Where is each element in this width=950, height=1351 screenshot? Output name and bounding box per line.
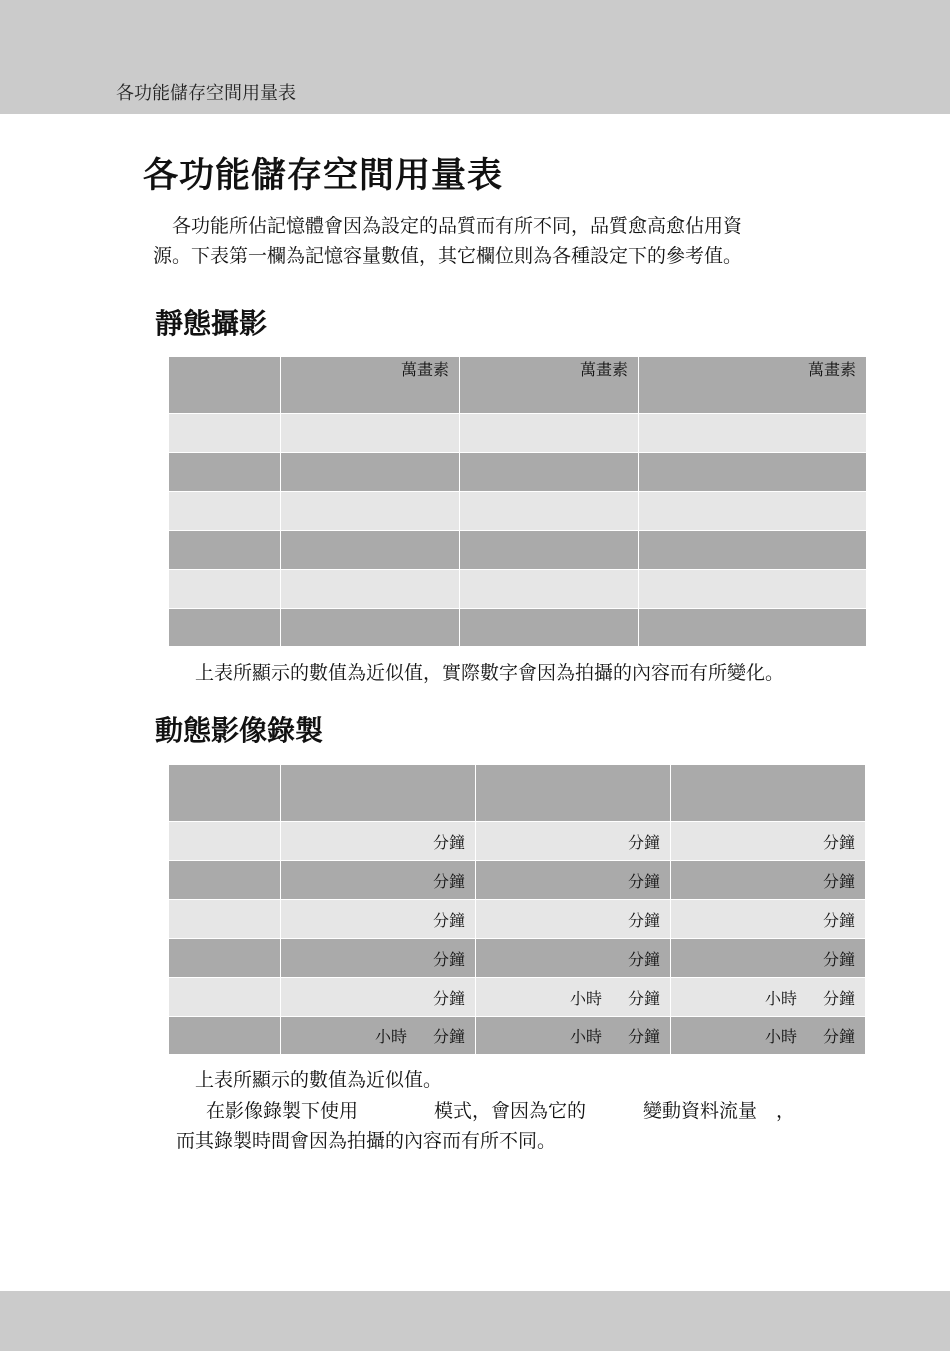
minute-unit: 分鐘 bbox=[627, 832, 660, 852]
video-table-note: 而其錄製時間會因為拍攝的內容而有所不同。 bbox=[176, 1130, 557, 1152]
minute-unit: 分鐘 bbox=[627, 988, 660, 1008]
hour-unit: 小時 bbox=[569, 988, 602, 1008]
video-capacity-table bbox=[169, 765, 865, 1055]
still-table-note: 上表所顯示的數值為近似值，實際數字會因為拍攝的內容而有所變化。 bbox=[195, 662, 785, 684]
minute-unit: 分鐘 bbox=[627, 1027, 660, 1046]
table-row bbox=[169, 453, 866, 492]
hour-unit: 小時 bbox=[374, 1027, 407, 1046]
header-cell-megapixel: 萬畫素 bbox=[460, 357, 639, 414]
table-row bbox=[169, 414, 866, 453]
footer-band bbox=[0, 1291, 950, 1351]
still-capacity-table bbox=[169, 357, 866, 647]
table-row bbox=[169, 1017, 865, 1055]
minute-unit: 分鐘 bbox=[822, 949, 855, 969]
intro-line: 各功能所佔記憶體會因為設定的品質而有所不同，品質愈高愈佔用資 bbox=[172, 215, 743, 237]
minute-unit: 分鐘 bbox=[432, 988, 465, 1008]
minute-unit: 分鐘 bbox=[432, 1027, 465, 1046]
table-row bbox=[169, 492, 866, 531]
minute-unit: 分鐘 bbox=[822, 832, 855, 852]
table-row bbox=[169, 900, 865, 939]
header-cell-megapixel: 萬畫素 bbox=[281, 357, 460, 414]
hour-unit: 小時 bbox=[764, 988, 797, 1008]
minute-unit: 分鐘 bbox=[822, 871, 855, 891]
table-row bbox=[169, 570, 866, 609]
minute-unit: 分鐘 bbox=[627, 949, 660, 969]
minute-unit: 分鐘 bbox=[432, 871, 465, 891]
minute-unit: 分鐘 bbox=[432, 832, 465, 852]
still-section-title: 靜態攝影 bbox=[155, 307, 268, 340]
minute-unit: 分鐘 bbox=[627, 871, 660, 891]
table-header-row bbox=[169, 357, 866, 414]
table-header-row bbox=[169, 765, 865, 822]
table-row bbox=[169, 609, 866, 647]
table-row bbox=[169, 939, 865, 978]
minute-unit: 分鐘 bbox=[432, 949, 465, 969]
minute-unit: 分鐘 bbox=[822, 988, 855, 1008]
running-header: 各功能儲存空間用量表 bbox=[116, 83, 296, 104]
hour-unit: 小時 bbox=[569, 1027, 602, 1046]
minute-unit: 分鐘 bbox=[627, 910, 660, 930]
intro-line: 源。下表第一欄為記憶容量數值，其它欄位則為各種設定下的參考值。 bbox=[153, 245, 743, 267]
header-cell bbox=[169, 357, 281, 414]
table-row bbox=[169, 531, 866, 570]
video-table-note: 在影像錄製下使用 模式，會因為它的 變動資料流量 ， bbox=[206, 1100, 796, 1122]
page-title: 各功能儲存空間用量表 bbox=[143, 156, 504, 196]
minute-unit: 分鐘 bbox=[822, 1027, 855, 1046]
table-row bbox=[169, 978, 865, 1017]
minute-unit: 分鐘 bbox=[822, 910, 855, 930]
table-row bbox=[169, 822, 865, 861]
minute-unit: 分鐘 bbox=[432, 910, 465, 930]
video-section-title: 動態影像錄製 bbox=[155, 714, 324, 747]
intro-paragraph bbox=[153, 211, 843, 271]
video-table-note: 上表所顯示的數值為近似值。 bbox=[195, 1069, 443, 1091]
hour-unit: 小時 bbox=[764, 1027, 797, 1046]
header-cell-megapixel: 萬畫素 bbox=[639, 357, 866, 414]
table-row bbox=[169, 861, 865, 900]
